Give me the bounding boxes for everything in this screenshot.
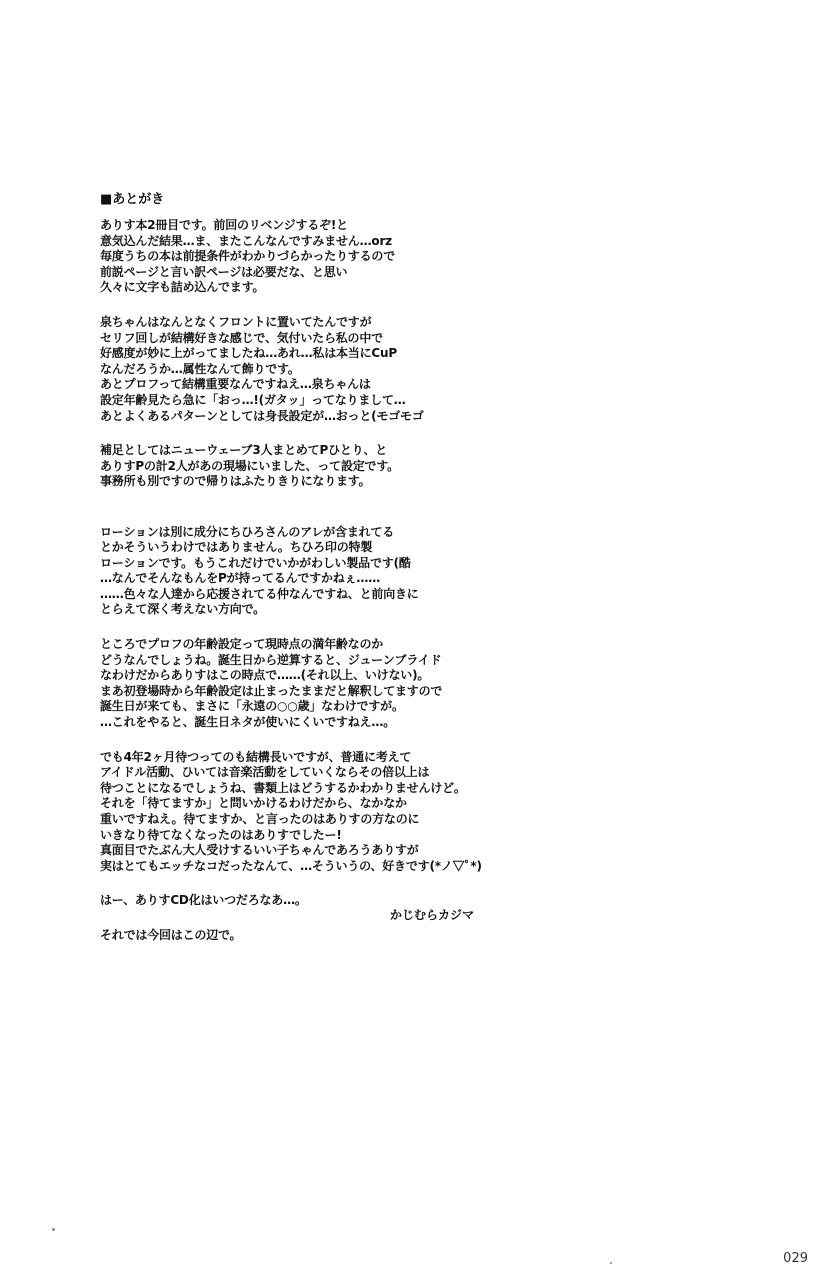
text-line: 好感度が妙に上がってましたね…あれ…私は本当にCuP xyxy=(100,346,397,361)
text-line: ありすPの計2人があの現場にいました、って設定です。 xyxy=(100,458,399,473)
text-line: …なんでそんなもんをPが持ってるんですかねぇ…… xyxy=(100,571,380,586)
text-line: 重いですねえ。待てますか、と言ったのはありすの方なのに xyxy=(100,812,420,826)
text-line: 補足としてはニューウェーブ3人まとめてPひとり、と xyxy=(100,443,388,458)
text-line: どうなんでしょうね。誕生日から逆算すると、ジューンブライド xyxy=(100,652,442,667)
scan-speck xyxy=(52,1228,55,1231)
text-line: 久々に文字も詰め込んでます。 xyxy=(100,280,265,295)
author-signature: かじむらカジマ xyxy=(390,908,475,922)
text-line: ありす本2冊目です。前回のリベンジするぞ!と xyxy=(100,218,348,232)
afterword-paragraphs xyxy=(100,218,540,944)
text-line: 前説ページと言い訳ページは必要だな、と思い xyxy=(100,264,348,279)
text-line: でも4年2ヶ月待つってのも結構長いですが、普通に考えて xyxy=(100,749,412,764)
text-line xyxy=(100,509,540,525)
text-line: ……色々な人達から応援されてる仲なんですね、と前向きに xyxy=(100,586,419,601)
text-line: 誕生日が来ても、まさに「永遠の○○歳」なわけですが。 xyxy=(100,699,404,714)
text-line: セリフ回しが結構好きな感じで、気付いたら私の中で xyxy=(100,330,383,345)
text-line: それでは今回はこの辺で。 xyxy=(100,927,242,942)
text-line: あとプロフって結構重要なんですねえ…泉ちゃんは xyxy=(100,377,371,392)
paragraph xyxy=(100,509,540,618)
text-line: ローションです。もうこれだけでいかがわしい製品です(酷 xyxy=(100,555,411,570)
text-line: 意気込んだ結果…ま、またこんなんですみません…orz xyxy=(100,233,392,248)
text-line: それを「待てますか」と問いかけるわけだから、なかなか xyxy=(100,796,407,811)
text-line: 毎度うちの本は前提条件がわかりづらかったりするので xyxy=(100,249,396,264)
paragraph xyxy=(100,443,540,490)
text-line: まあ初登場時から年齢設定は止まったままだと解釈してますので xyxy=(100,683,443,698)
text-line: なわけだからありすはこの時点で……(それ以上、いけない)。 xyxy=(100,668,430,683)
text-line: 真面目でたぶん大人受けするいい子ちゃんであろうありすが xyxy=(100,843,419,858)
paragraph xyxy=(100,315,540,424)
page-number: 029 xyxy=(783,1251,808,1266)
paragraph xyxy=(100,637,540,731)
text-line: ところでプロフの年齢設定って現時点の満年齢なのか xyxy=(100,637,384,652)
text-line: アイドル活動、ひいては音楽活動をしていくならその倍以上は xyxy=(100,765,430,780)
text-line: ローションは別に成分にちひろさんのアレが含まれてる xyxy=(100,524,395,539)
afterword-body xyxy=(100,190,540,963)
text-line: とかそういうわけではありません。ちひろ印の特製 xyxy=(100,540,373,555)
text-line: とらえて深く考えない方向で。 xyxy=(100,602,265,617)
paragraph xyxy=(100,928,540,944)
paragraph xyxy=(100,750,540,875)
text-line: 事務所も別ですので帰りはふたりきりになります。 xyxy=(100,474,371,489)
text-line: いきなり待てなくなったのはありすでしたー! xyxy=(100,827,342,842)
text-line: 泉ちゃんはなんとなくフロントに置いてたんですが xyxy=(100,314,372,329)
text-line: なんだろうか…属性なんて飾りです。 xyxy=(100,361,300,376)
text-line: あとよくあるパターンとしては身長設定が…おっと(モゴモゴ xyxy=(100,408,424,423)
text-line: 実はとてもエッチなコだったなんて、…そういうの、好きです(*ノ▽ﾟ*) xyxy=(100,858,482,873)
text-line: …これをやると、誕生日ネタが使いにくいですねえ…。 xyxy=(100,715,396,730)
scan-speck xyxy=(610,1262,612,1264)
text-line: はー、ありすCD化はいつだろなあ…。 xyxy=(100,893,307,908)
afterword-heading: ■あとがき xyxy=(100,192,165,207)
text-line: 設定年齢見たら急に「おっ…!(ガタッ」ってなりまして… xyxy=(100,392,406,407)
text-line: 待つことになるでしょうね、書類上はどうするかわかりませんけど。 xyxy=(100,780,466,795)
paragraph xyxy=(100,218,540,296)
